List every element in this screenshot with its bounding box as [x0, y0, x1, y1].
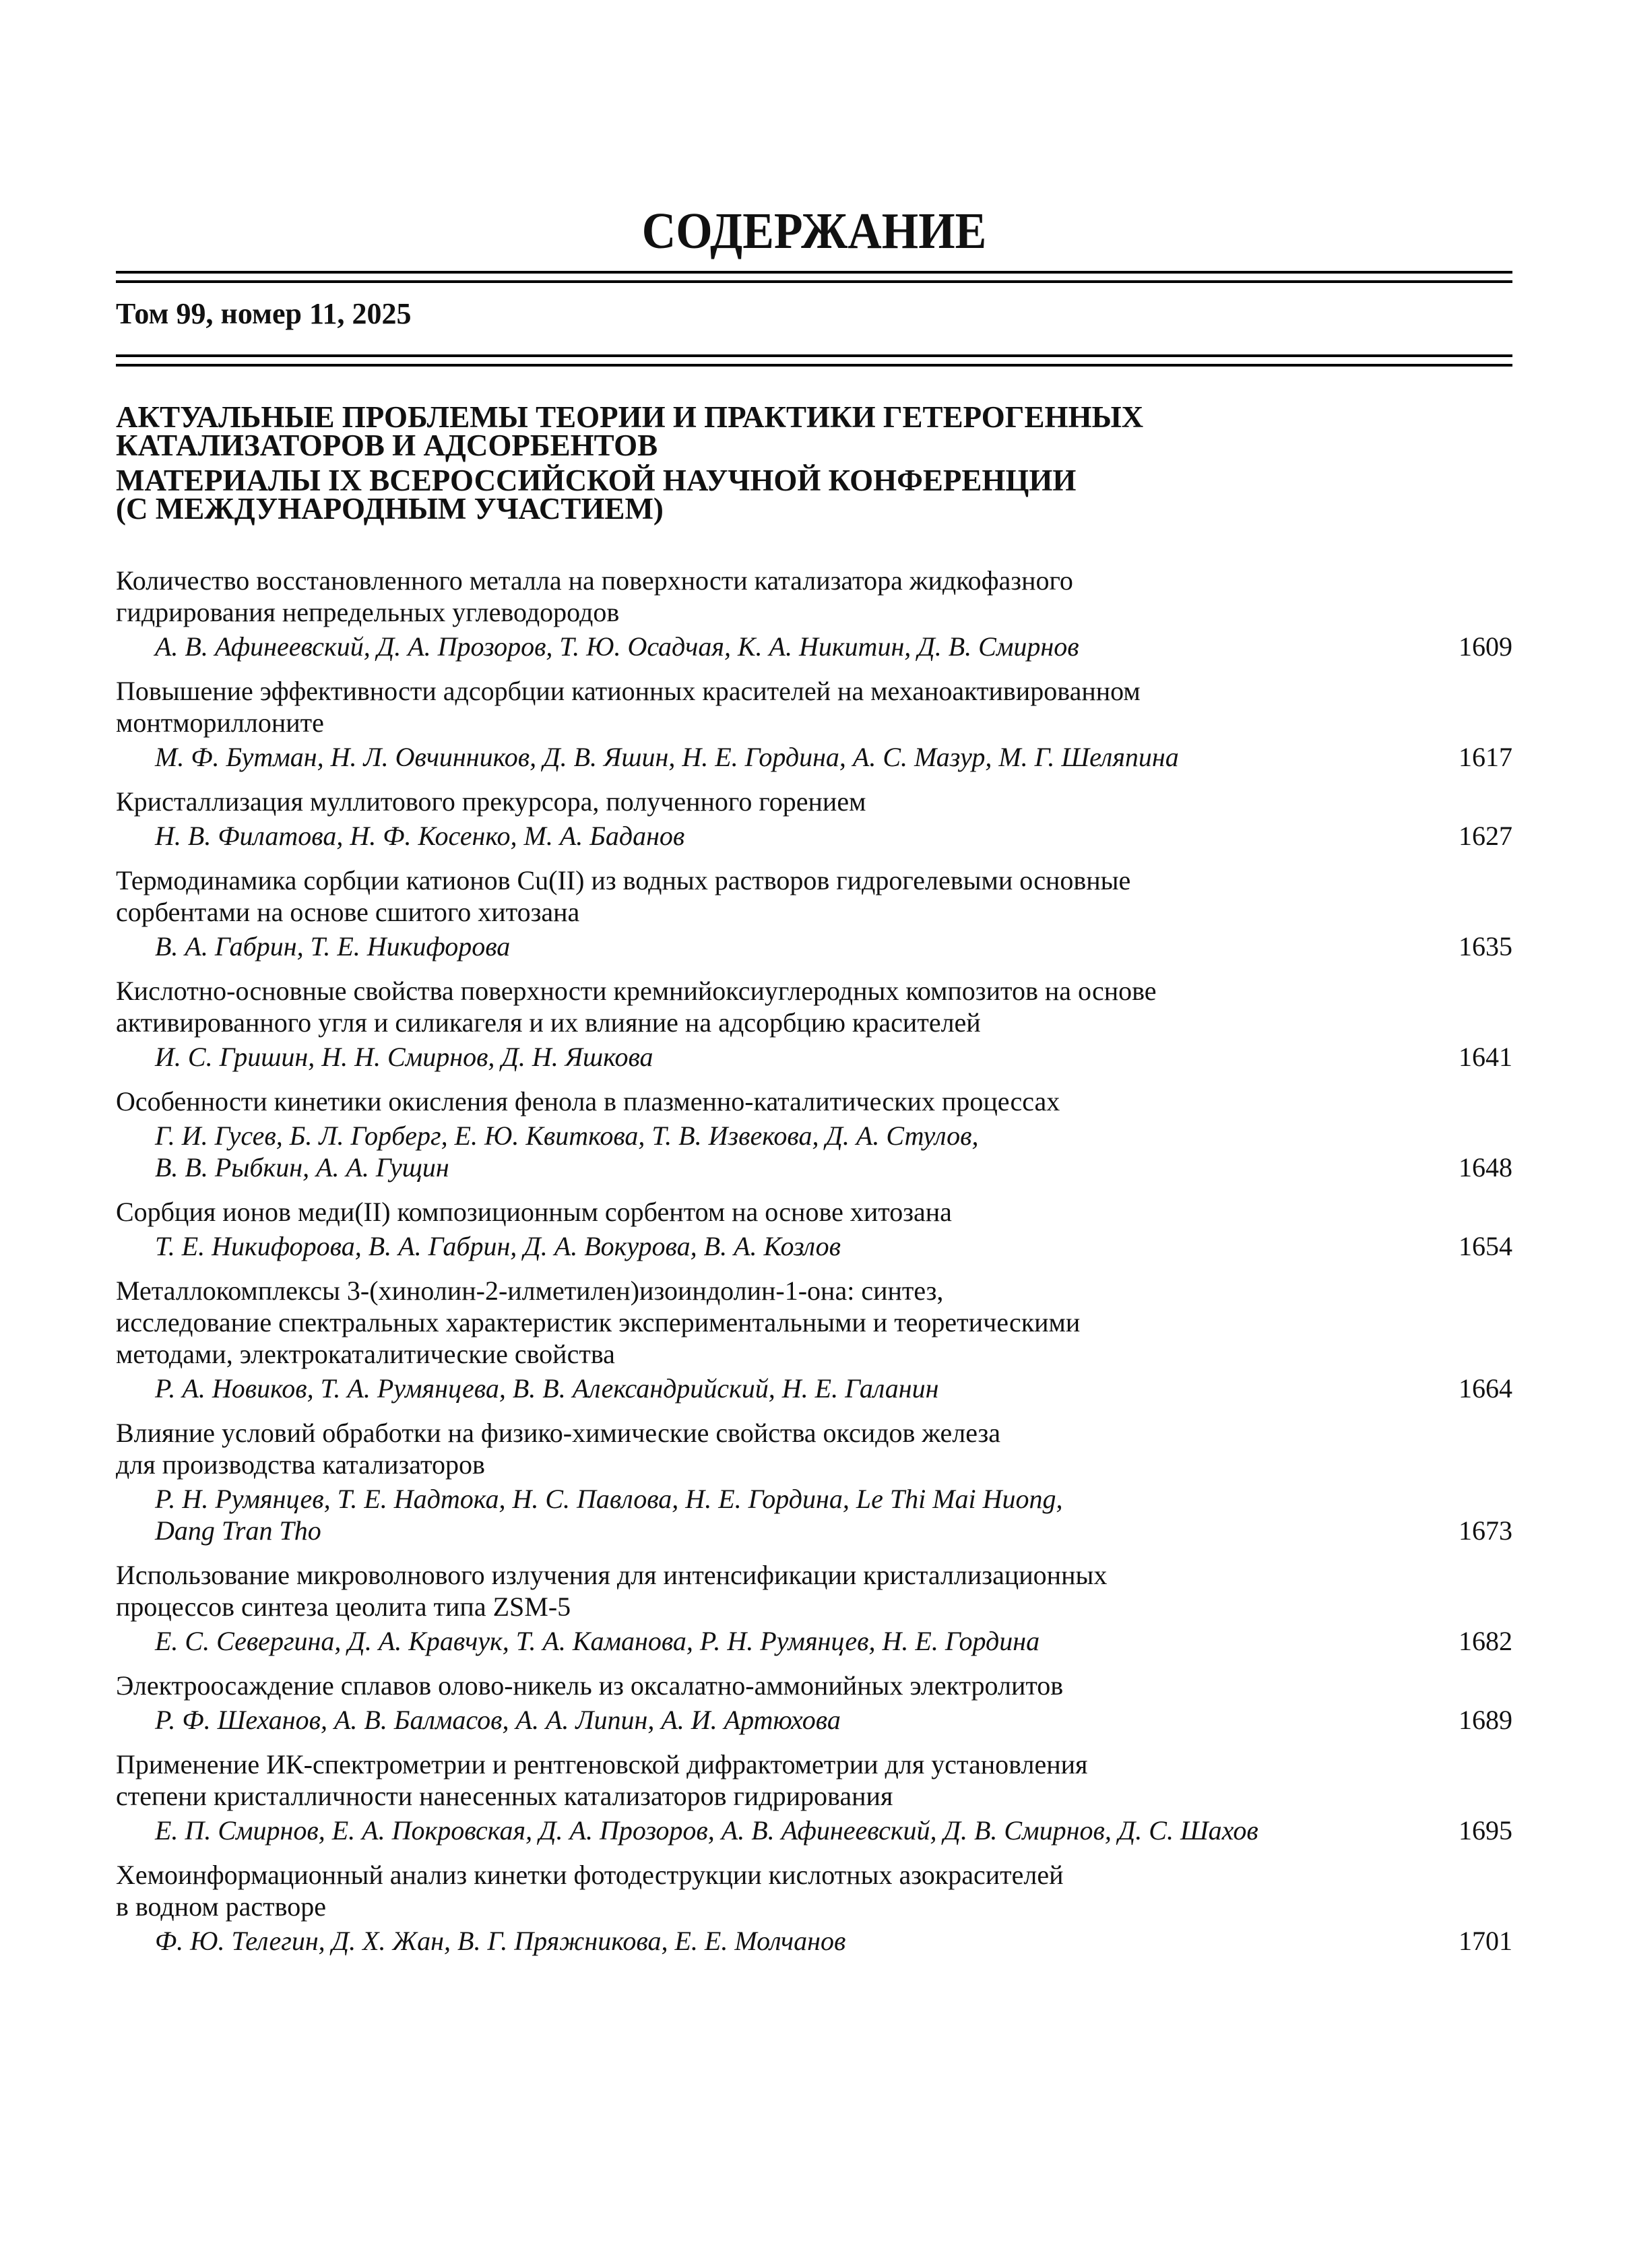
entry-title[interactable]: исследование спектральных характеристик экспериментальными и теоретическими — [116, 1307, 1081, 1337]
author-line: Р. Ф. Шеханов, А. В. Балмасов, А. А. Липин, А. И. Артюхова — [155, 1705, 841, 1735]
page-title: СОДЕРЖАНИЕ — [641, 203, 987, 259]
author-line: Г. И. Гусев, Б. Л. Горберг, Е. Ю. Квиткова, Т. В. Извекова, Д. А. Стулов, — [155, 1121, 979, 1151]
author-line: Р. А. Новиков, Т. А. Румянцева, В. В. Александрийский, Н. Е. Галанин — [155, 1373, 939, 1404]
entry-author-row — [116, 1815, 1512, 1846]
page-number[interactable]: 1689 — [1459, 1705, 1512, 1735]
entry-authors — [116, 1704, 841, 1736]
entry-author-row — [116, 1625, 1512, 1657]
entry-authors — [116, 1373, 938, 1404]
entry-title[interactable]: Влияние условий обработки на физико-химические свойства оксидов железа — [116, 1418, 1001, 1448]
toc-entry[interactable] — [116, 975, 1512, 1073]
entry-title[interactable]: Количество восстановленного металла на поверхности катализатора жидкофазного — [116, 565, 1073, 596]
top-rule-1 — [116, 271, 1512, 274]
author-line: Е. С. Севергина, Д. А. Кравчук, Т. А. Каманова, Р. Н. Румянцев, Н. Е. Гордина — [155, 1626, 1040, 1656]
mid-rule-1 — [116, 354, 1512, 357]
entry-title[interactable]: сорбентами на основе сшитого хитозана — [116, 897, 580, 927]
entry-title[interactable]: в водном растворе — [116, 1891, 327, 1922]
entry-authors — [116, 1925, 845, 1957]
author-line: Н. В. Филатова, Н. Ф. Косенко, М. А. Баданов — [155, 821, 685, 851]
entry-title[interactable]: степени кристалличности нанесенных катализаторов гидрирования — [116, 1781, 893, 1811]
section-line: (С МЕЖДУНАРОДНЫМ УЧАСТИЕМ) — [116, 492, 664, 526]
toc-entry[interactable] — [116, 1749, 1512, 1846]
section-line: КАТАЛИЗАТОРОВ И АДСОРБЕНТОВ — [116, 429, 658, 462]
page-number[interactable]: 1682 — [1459, 1626, 1512, 1656]
entry-title[interactable]: Особенности кинетики окисления фенола в плазменно-каталитических процессах — [116, 1086, 1060, 1116]
entry-authors — [116, 1230, 841, 1262]
entry-authors — [116, 1120, 978, 1183]
toc-entry[interactable] — [116, 675, 1512, 773]
toc-entry[interactable] — [116, 1196, 1512, 1262]
author-line: Ф. Ю. Телегин, Д. Х. Жан, В. Г. Пряжникова, Е. Е. Молчанов — [155, 1926, 846, 1956]
entry-title[interactable]: активированного угля и силикагеля и их влияние на адсорбцию красителей — [116, 1007, 981, 1038]
section-heading — [116, 400, 1144, 526]
entry-authors — [116, 931, 510, 962]
top-rule-2 — [116, 280, 1512, 283]
toc-entries — [116, 565, 1512, 1970]
author-line: И. С. Гришин, Н. Н. Смирнов, Д. Н. Яшкова — [155, 1042, 653, 1072]
entry-title[interactable]: Кислотно-основные свойства поверхности кремнийоксиуглеродных композитов на основе — [116, 976, 1157, 1006]
entry-author-row — [116, 1041, 1512, 1073]
page-number[interactable]: 1609 — [1459, 631, 1512, 662]
entry-title[interactable]: Термодинамика сорбции катионов Cu(II) из водных растворов гидрогелевыми основные — [116, 865, 1131, 895]
entry-title[interactable]: процессов синтеза цеолита типа ZSM-5 — [116, 1592, 571, 1622]
section-line: АКТУАЛЬНЫЕ ПРОБЛЕМЫ ТЕОРИИ И ПРАКТИКИ ГЕТЕРОГЕННЫХ — [116, 400, 1144, 434]
entry-authors — [116, 741, 1179, 773]
issue-info: Том 99, номер 11, 2025 — [116, 297, 412, 330]
page-number[interactable]: 1641 — [1459, 1042, 1512, 1072]
entry-title[interactable]: Хемоинформационный анализ кинетки фотодеструкции кислотных азокрасителей — [116, 1860, 1064, 1890]
toc-entry[interactable] — [116, 1859, 1512, 1957]
entry-author-row — [116, 820, 1512, 852]
entry-title[interactable]: Электроосаждение сплавов олово-никель из оксалатно-аммонийных электролитов — [116, 1670, 1064, 1701]
author-line: Т. Е. Никифорова, В. А. Габрин, Д. А. Вокурова, В. А. Козлов — [155, 1231, 841, 1261]
toc-entry[interactable] — [116, 1559, 1512, 1657]
entry-title[interactable]: Применение ИК-спектрометрии и рентгеновской дифрактометрии для установления — [116, 1749, 1088, 1779]
entry-author-row — [116, 1704, 1512, 1736]
page-number[interactable]: 1627 — [1459, 821, 1512, 851]
entry-title[interactable]: гидрирования непредельных углеводородов — [116, 597, 620, 627]
entry-title[interactable]: для производства катализаторов — [116, 1449, 485, 1480]
toc-entry[interactable] — [116, 1085, 1512, 1183]
entry-author-row — [116, 931, 1512, 962]
page-number[interactable]: 1695 — [1459, 1815, 1512, 1846]
entry-title[interactable]: Повышение эффективности адсорбции катионных красителей на механоактивированном — [116, 676, 1141, 706]
entry-author-row — [116, 1373, 1512, 1404]
toc-entry[interactable] — [116, 1670, 1512, 1736]
toc-entry[interactable] — [116, 786, 1512, 852]
entry-title[interactable]: Металлокомплексы 3-(хинолин-2-илметилен)изоиндолин-1-она: синтез, — [116, 1275, 944, 1306]
entry-title[interactable]: Кристаллизация муллитового прекурсора, полученного горением — [116, 786, 866, 817]
entry-author-row — [116, 1230, 1512, 1262]
page-number[interactable]: 1617 — [1459, 742, 1512, 772]
entry-author-row — [116, 1925, 1512, 1957]
toc-entry[interactable] — [116, 565, 1512, 662]
entry-author-row — [116, 1483, 1512, 1546]
toc-entry[interactable] — [116, 1275, 1512, 1404]
author-line: М. Ф. Бутман, Н. Л. Овчинников, Д. В. Яшин, Н. Е. Гордина, А. С. Мазур, М. Г. Шеляпина — [155, 742, 1179, 772]
entry-title[interactable]: Использование микроволнового излучения для интенсификации кристаллизационных — [116, 1560, 1108, 1590]
entry-author-row — [116, 741, 1512, 773]
page-number[interactable]: 1701 — [1459, 1926, 1512, 1956]
entry-title[interactable]: методами, электрокаталитические свойства — [116, 1339, 615, 1369]
toc-entry[interactable] — [116, 864, 1512, 962]
entry-author-row — [116, 631, 1512, 662]
entry-authors — [116, 1815, 1258, 1846]
entry-authors — [116, 1483, 1063, 1546]
page-number[interactable]: 1635 — [1459, 931, 1512, 962]
entry-author-row — [116, 1120, 1512, 1183]
page-number[interactable]: 1673 — [1459, 1515, 1512, 1546]
author-line: В. В. Рыбкин, А. А. Гущин — [155, 1152, 449, 1183]
author-line: Р. Н. Румянцев, Т. Е. Надтока, Н. С. Павлова, Н. Е. Гордина, Le Thi Mai Huong, — [155, 1484, 1063, 1514]
entry-authors — [116, 631, 1079, 662]
entry-title[interactable]: монтмориллоните — [116, 707, 324, 738]
toc-entry[interactable] — [116, 1417, 1512, 1546]
entry-title[interactable]: Сорбция ионов меди(II) композиционным сорбентом на основе хитозана — [116, 1197, 952, 1227]
author-line: В. А. Габрин, Т. Е. Никифорова — [155, 931, 511, 962]
author-line: Dang Tran Tho — [155, 1515, 321, 1546]
entry-authors — [116, 820, 684, 852]
mid-rule-2 — [116, 364, 1512, 367]
page-number[interactable]: 1648 — [1459, 1152, 1512, 1183]
section-line: МАТЕРИАЛЫ IX ВСЕРОССИЙСКОЙ НАУЧНОЙ КОНФЕРЕНЦИИ — [116, 464, 1077, 497]
page-number[interactable]: 1654 — [1459, 1231, 1512, 1261]
author-line: Е. П. Смирнов, Е. А. Покровская, Д. А. Прозоров, А. В. Афинеевский, Д. В. Смирнов, Д. С. Шахов — [155, 1815, 1258, 1846]
entry-authors — [116, 1041, 653, 1073]
entry-authors — [116, 1625, 1040, 1657]
author-line: А. В. Афинеевский, Д. А. Прозоров, Т. Ю. Осадчая, К. А. Никитин, Д. В. Смирнов — [155, 631, 1079, 662]
page-number[interactable]: 1664 — [1459, 1373, 1512, 1404]
